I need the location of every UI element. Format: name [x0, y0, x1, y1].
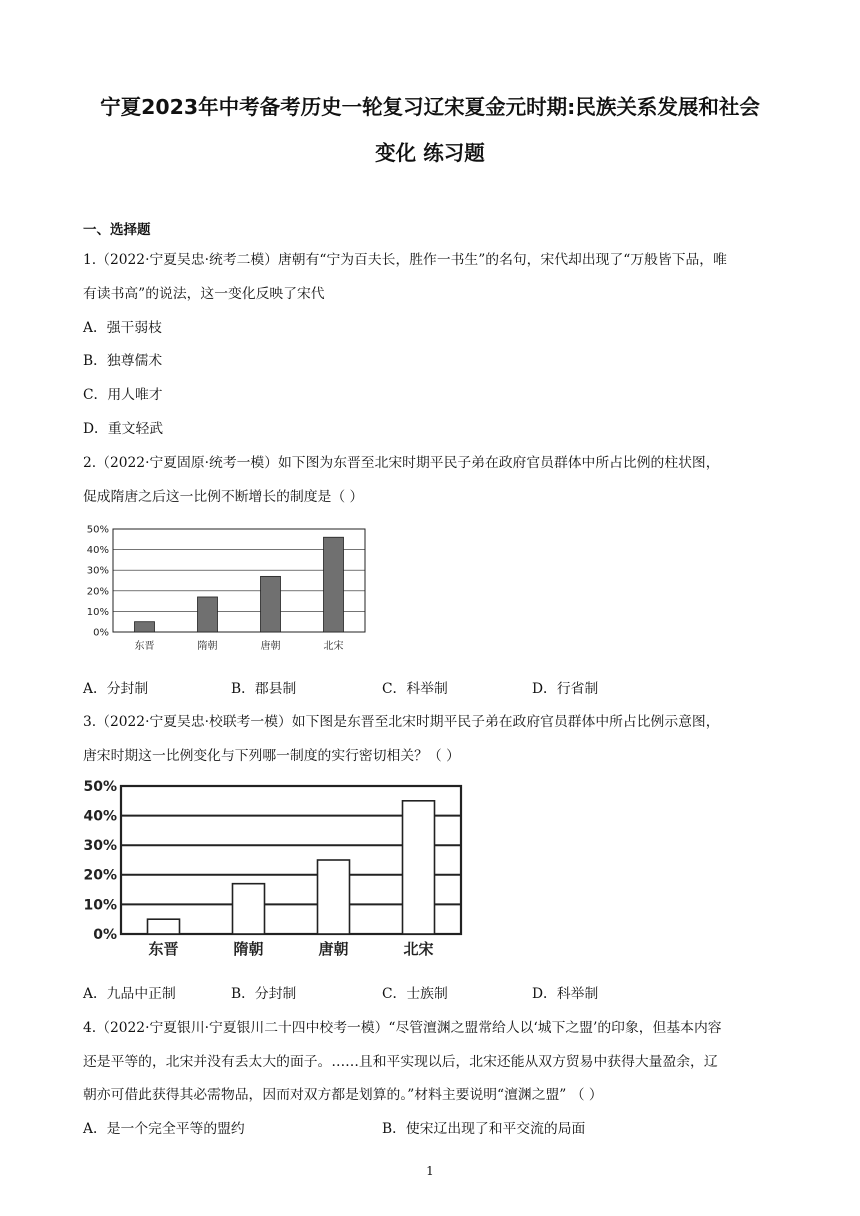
q1-option-c: C．用人唯才 — [83, 387, 163, 403]
chart1-ytick-label: 30% — [86, 565, 109, 577]
chart2-bar-1 — [233, 884, 265, 934]
chart1-ytick-label: 20% — [86, 586, 109, 598]
q4-stem-line1: 4.（2022·宁夏银川·宁夏银川二十四中校考一模）“尽管澶渊之盟常给人以‘城下之盟’的印象，但基本内容 — [83, 1020, 722, 1036]
page-number: 1 — [426, 1164, 434, 1178]
chart2-ytick-label: 0% — [93, 926, 117, 943]
chart1-category-label: 隋朝 — [197, 641, 218, 652]
chart1-ytick-label: 0% — [93, 627, 109, 639]
q3-stem-line1: 3.（2022·宁夏吴忠·校联考一模）如下图是东晋至北宋时期平民子弟在政府官员群体中所占比例示意图， — [83, 714, 720, 730]
q2-stem-line2: 促成隋唐之后这一比例不断增长的制度是（ ） — [83, 489, 364, 505]
chart1-ytick-label: 40% — [86, 545, 109, 557]
chart1-category-label: 唐朝 — [260, 641, 281, 652]
q1-stem-line2: 有读书高”的说法，这一变化反映了宋代 — [83, 286, 325, 302]
q3-option-d: D．科举制 — [532, 986, 599, 1002]
chart-2-bar-chart — [83, 775, 468, 965]
chart2-ytick-label: 50% — [83, 778, 117, 795]
q3-stem-line2: 唐宋时期这一比例变化与下列哪一制度的实行密切相关？（ ） — [83, 748, 460, 764]
chart2-ytick-label: 10% — [83, 897, 117, 914]
chart1-ytick-label: 10% — [86, 606, 109, 618]
q4-stem-line2: 还是平等的，北宋并没有丢太大的面子。……且和平实现以后，北宋还能从双方贸易中获得大量盈余，辽 — [83, 1054, 718, 1070]
chart2-bar-2 — [318, 860, 350, 934]
q2-stem-line1: 2.（2022·宁夏固原·统考一模）如下图为东晋至北宋时期平民子弟在政府官员群体中所占比例的柱状图， — [83, 455, 720, 471]
chart2-ytick-label: 30% — [83, 838, 117, 855]
chart1-bar-0 — [135, 622, 155, 632]
document-title-line1: 宁夏2023年中考备考历史一轮复习辽宋夏金元时期:民族关系发展和社会 — [100, 95, 760, 119]
q3-option-c: C．士族制 — [382, 986, 448, 1002]
chart2-bar-0 — [148, 919, 180, 934]
chart2-category-label: 东晋 — [148, 940, 179, 958]
q4-option-a: A．是一个完全平等的盟约 — [83, 1121, 245, 1137]
chart1-ytick-label: 50% — [86, 524, 109, 536]
chart-1-bar-chart — [83, 519, 373, 657]
q3-option-b: B．分封制 — [231, 986, 297, 1002]
chart2-ytick-label: 20% — [83, 867, 117, 884]
chart2-ytick-label: 40% — [83, 808, 117, 825]
q2-option-c: C．科举制 — [382, 681, 448, 697]
q1-option-a: A．强干弱枝 — [83, 320, 162, 336]
q1-stem-line1: 1.（2022·宁夏吴忠·统考二模）唐朝有“宁为百夫长，胜作一书生”的名句，宋代却出现了“万般皆下品，唯 — [83, 252, 727, 268]
chart1-bar-1 — [198, 597, 218, 632]
q2-option-a: A．分封制 — [83, 681, 149, 697]
chart1-bar-3 — [324, 537, 344, 632]
q1-option-b: B．独尊儒术 — [83, 353, 163, 369]
q2-option-d: D．行省制 — [532, 681, 599, 697]
q3-option-a: A．九品中正制 — [83, 986, 176, 1002]
chart2-category-label: 隋朝 — [233, 940, 264, 958]
chart2-bar-3 — [403, 801, 435, 934]
section-heading: 一、选择题 — [83, 222, 151, 238]
chart1-category-label: 东晋 — [134, 641, 155, 652]
q4-option-b: B．使宋辽出现了和平交流的局面 — [382, 1121, 586, 1137]
chart2-category-label: 唐朝 — [318, 940, 349, 958]
q2-option-b: B．郡县制 — [231, 681, 297, 697]
document-title-line2: 变化 练习题 — [375, 141, 485, 165]
q1-option-d: D．重文轻武 — [83, 421, 164, 437]
q4-stem-line3: 朝亦可借此获得其必需物品，因而对双方都是划算的。”材料主要说明“澶渊之盟” （ ） — [83, 1087, 603, 1103]
chart1-category-label: 北宋 — [323, 641, 344, 652]
chart2-category-label: 北宋 — [403, 940, 434, 958]
chart1-bar-2 — [261, 576, 281, 632]
